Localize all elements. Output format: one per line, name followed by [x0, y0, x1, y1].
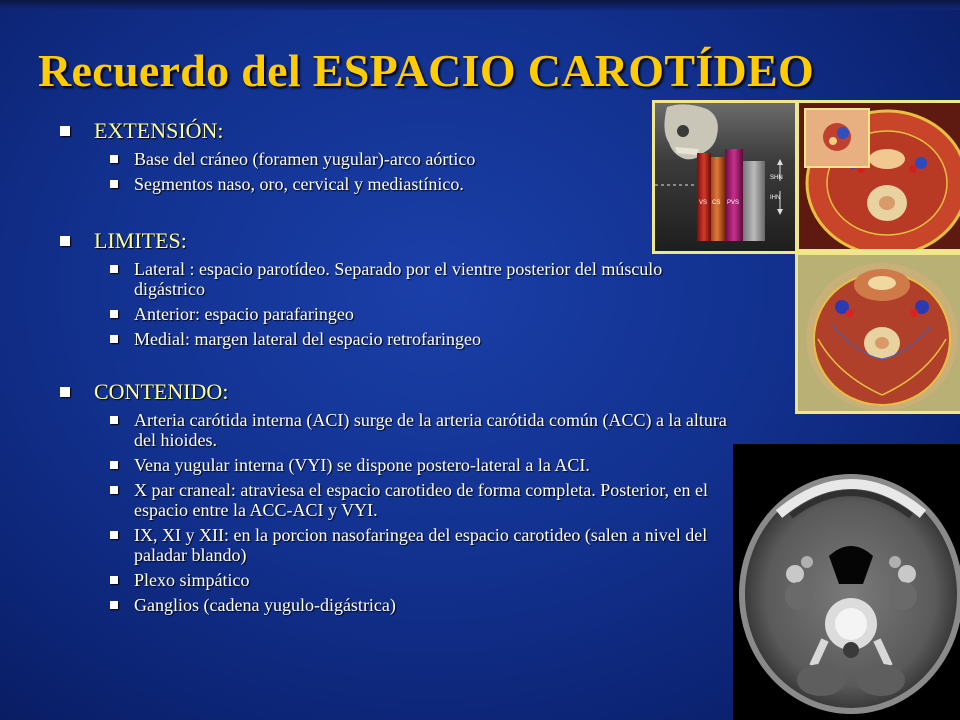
- label-ihn: IHN: [770, 195, 781, 201]
- axial-upper-svg: [799, 103, 960, 252]
- square-bullet-icon: [60, 126, 70, 136]
- axial-illustration-upper: [796, 100, 960, 252]
- list-item: [110, 329, 730, 349]
- square-bullet-icon: [110, 576, 118, 584]
- list-item: [110, 480, 730, 520]
- section-heading: [60, 118, 730, 144]
- section-heading: [60, 228, 730, 254]
- ct-scan-image: [733, 444, 960, 720]
- slide-content: [60, 118, 730, 635]
- list-item-text: Vena yugular interna (VYI) se dispone postero-lateral a la ACI.: [134, 455, 590, 475]
- square-bullet-icon: [60, 387, 70, 397]
- arrow-up-icon: [777, 159, 783, 165]
- square-bullet-icon: [110, 601, 118, 609]
- grey-cylinder: [743, 161, 765, 241]
- list-item-text: Medial: margen lateral del espacio retrofaringeo: [134, 329, 482, 349]
- section-heading: [60, 379, 730, 405]
- orange-cylinder: [709, 157, 725, 241]
- carotid-3d-svg: [655, 103, 795, 251]
- square-bullet-icon: [110, 461, 118, 469]
- list-item: [110, 259, 730, 299]
- square-bullet-icon: [110, 310, 118, 318]
- sub-list: [60, 149, 730, 194]
- list-item-text: Lateral : espacio parotídeo. Separado por el vientre posterior del músculo digástrico: [134, 259, 663, 299]
- list-item: [110, 525, 730, 565]
- top-bar: [0, 0, 960, 10]
- ct-scan-svg: [733, 444, 960, 720]
- skull-orbit: [677, 125, 689, 137]
- section-extension: [60, 118, 730, 194]
- slide-title: Recuerdo del ESPACIO CAROTÍDEO: [38, 45, 815, 96]
- sub-list: [60, 259, 730, 349]
- list-item: [110, 595, 730, 615]
- label-vs: VS: [699, 200, 708, 206]
- list-item: [110, 410, 730, 450]
- square-bullet-icon: [110, 265, 118, 273]
- carotid-3d-illustration: [652, 100, 798, 254]
- label-cs: CS: [712, 200, 721, 206]
- list-item: [110, 149, 730, 169]
- square-bullet-icon: [60, 236, 70, 246]
- list-item: [110, 570, 730, 590]
- list-item-text: Anterior: espacio parafaringeo: [134, 304, 354, 324]
- square-bullet-icon: [110, 531, 118, 539]
- list-item-text: IX, XI y XII: en la porcion nasofaringea del espacio carotideo (salen a nivel del paladar blando): [134, 525, 708, 565]
- arrow-down-icon: [777, 209, 783, 215]
- square-bullet-icon: [110, 155, 118, 163]
- list-item-text: Arteria carótida interna (ACI) surge de la arteria carótida común (ACC) a la altura del hioides.: [134, 410, 727, 450]
- list-item: [110, 174, 730, 194]
- list-item-text: Ganglios (cadena yugulo-digástrica): [134, 595, 396, 615]
- square-bullet-icon: [110, 180, 118, 188]
- sub-list: [60, 410, 730, 615]
- section-heading-text: CONTENIDO:: [94, 379, 229, 404]
- list-item-text: Segmentos naso, oro, cervical y mediastínico.: [134, 174, 464, 194]
- list-item-text: X par craneal: atraviesa el espacio carotideo de forma completa. Posterior, en el espacio entre la ACC-ACI y VYI.: [134, 480, 709, 520]
- list-item: [110, 455, 730, 475]
- red-cylinder: [697, 153, 711, 241]
- section-limits: [60, 228, 730, 349]
- square-bullet-icon: [110, 416, 118, 424]
- label-shn: SHN: [770, 175, 783, 181]
- section-content: [60, 379, 730, 615]
- list-item: [110, 304, 730, 324]
- section-heading-text: EXTENSIÓN:: [94, 118, 224, 143]
- square-bullet-icon: [110, 335, 118, 343]
- square-bullet-icon: [110, 486, 118, 494]
- label-pvs: PVS: [727, 200, 740, 206]
- axial-lower-svg: [798, 255, 960, 414]
- magenta-cylinder: [725, 149, 743, 241]
- list-item-text: Plexo simpático: [134, 570, 250, 590]
- axial-illustration-lower: [795, 252, 960, 414]
- section-heading-text: LIMITES:: [94, 228, 187, 253]
- list-item-text: Base del cráneo (foramen yugular)-arco aórtico: [134, 149, 476, 169]
